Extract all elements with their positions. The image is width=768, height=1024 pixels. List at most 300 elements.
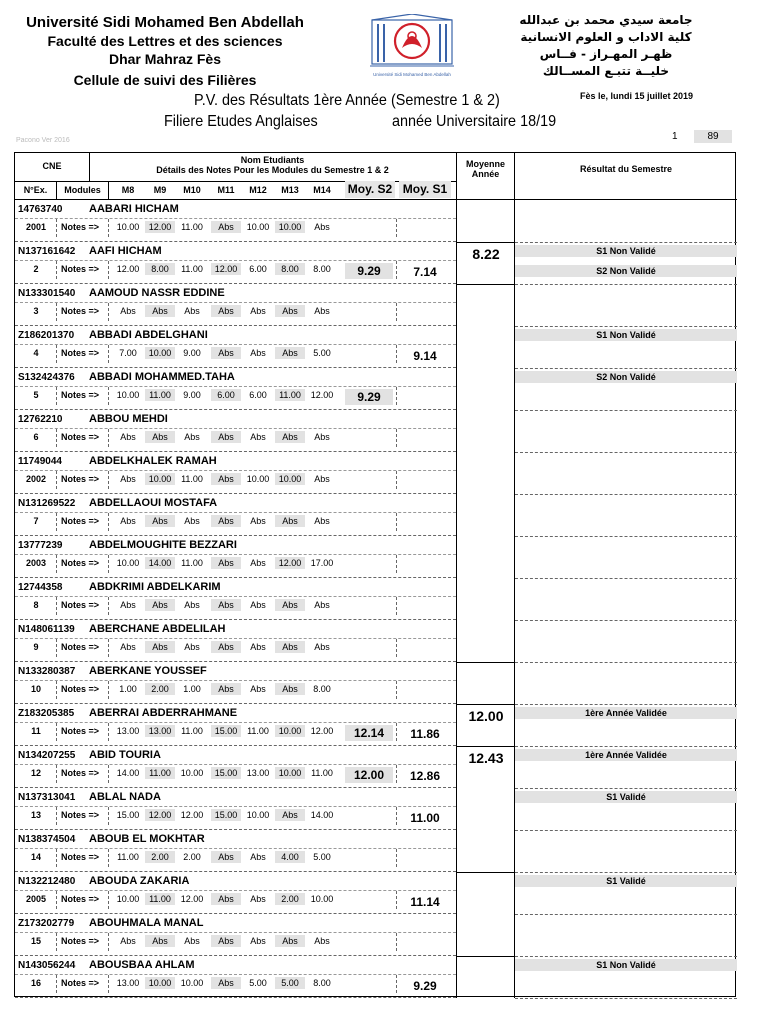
row-bottom-line — [15, 409, 456, 410]
cell-separator — [56, 555, 57, 573]
grade-m12: 10.00 — [246, 474, 270, 484]
student-cne: 12762210 — [18, 414, 63, 425]
student-cne: N134207255 — [18, 750, 76, 761]
university-header-ar — [506, 12, 706, 80]
grade-m9: 12.00 — [145, 809, 175, 821]
grade-m14: 10.00 — [310, 894, 334, 904]
grade-m12: Abs — [250, 348, 266, 358]
grade-m10: Abs — [184, 936, 200, 946]
grade-m14: 5.00 — [313, 852, 331, 862]
student-cne: N133301540 — [18, 288, 76, 299]
row-bottom-line — [15, 367, 456, 368]
student-record — [15, 789, 737, 831]
cell-separator — [396, 681, 397, 699]
student-name: ABDELLAOUI MOSTAFA — [89, 497, 218, 509]
grade-m8: Abs — [120, 600, 136, 610]
grade-m8: 10.00 — [116, 558, 140, 568]
student-record — [15, 495, 737, 537]
grade-m8: Abs — [120, 642, 136, 652]
cell-separator — [108, 723, 109, 741]
moy-s2-value — [345, 809, 393, 825]
result-badge: S1 Non Validé — [515, 329, 737, 341]
student-name: ABDKRIMI ABDELKARIM — [89, 581, 221, 593]
grade-m14: Abs — [314, 936, 330, 946]
result-badge: S2 Non Validé — [515, 371, 737, 383]
moy-s2-value — [345, 641, 393, 657]
grade-m11: 15.00 — [211, 767, 241, 779]
notes-label: Notes => — [61, 390, 100, 400]
moy-s1-value: 9.29 — [413, 979, 437, 993]
grade-m14: 8.00 — [313, 264, 331, 274]
row-divider — [15, 974, 456, 975]
row-divider — [15, 260, 456, 261]
cell-separator — [396, 639, 397, 657]
row-bottom-line — [15, 283, 456, 284]
exam-number: 15 — [30, 936, 41, 946]
faculty-name: Faculté des Lettres et des sciences — [47, 33, 283, 49]
grade-m11: Abs — [211, 977, 241, 989]
grade-m11: Abs — [211, 347, 241, 359]
exam-number: 9 — [33, 642, 39, 652]
grade-m11: Abs — [211, 431, 241, 443]
cell-separator — [108, 807, 109, 825]
grade-m13: 11.00 — [275, 389, 305, 401]
grade-m11: Abs — [211, 221, 241, 233]
notes-label: Notes => — [61, 726, 100, 736]
row-divider — [15, 428, 456, 429]
header-resultat: Résultat du Semestre — [579, 164, 673, 174]
grade-m8: 10.00 — [116, 390, 140, 400]
student-cne: N137313041 — [18, 792, 76, 803]
result-badge: S2 Non Validé — [515, 265, 737, 277]
moy-s1-value — [403, 558, 447, 574]
student-cne: Z183205385 — [18, 708, 75, 719]
grade-m12: 5.00 — [249, 978, 267, 988]
header-numex: N°Ex. — [23, 185, 48, 195]
cell-separator — [108, 429, 109, 447]
cell-separator — [108, 555, 109, 573]
grade-m14: Abs — [314, 474, 330, 484]
moy-s1-value — [403, 474, 447, 490]
header-module-m8: M8 — [121, 185, 135, 195]
grade-m14: 12.00 — [310, 726, 334, 736]
grade-m11: Abs — [211, 851, 241, 863]
cell-separator — [396, 723, 397, 741]
grade-m12: Abs — [250, 516, 266, 526]
cell-name: Cellule de suivi des Filières — [73, 72, 257, 88]
grade-m13: Abs — [275, 935, 305, 947]
grade-m11: 15.00 — [211, 809, 241, 821]
result-badge: S1 Non Validé — [515, 245, 737, 257]
cell-name-ar: خليــة تتبـع المســالك — [542, 64, 670, 78]
grade-m13: Abs — [275, 431, 305, 443]
student-cne: N138374504 — [18, 834, 76, 845]
cell-separator — [396, 303, 397, 321]
row-divider — [15, 512, 456, 513]
grade-m9: 14.00 — [145, 557, 175, 569]
moy-s2-value — [345, 221, 393, 237]
cell-separator — [396, 471, 397, 489]
result-badge: S1 Validé — [515, 875, 737, 887]
grade-m10: Abs — [184, 600, 200, 610]
row-divider — [15, 848, 456, 849]
header-module-m10: M10 — [183, 185, 201, 195]
student-record — [15, 285, 737, 327]
student-cne: N148061139 — [18, 624, 75, 635]
grade-m9: Abs — [145, 305, 175, 317]
header-sep-modules — [108, 181, 109, 199]
result-divider — [515, 578, 737, 579]
cell-separator — [108, 597, 109, 615]
moy-s2-value — [345, 935, 393, 951]
exam-number: 2001 — [25, 222, 47, 232]
row-bottom-line — [15, 577, 456, 578]
student-record — [15, 537, 737, 579]
student-cne: N133280387 — [18, 666, 76, 677]
grade-m14: Abs — [314, 222, 330, 232]
student-name: ABERKANE YOUSSEF — [89, 665, 207, 677]
grade-m14: 8.00 — [313, 684, 331, 694]
moy-s2-value: 9.29 — [345, 389, 393, 405]
grade-m12: Abs — [250, 852, 266, 862]
notes-label: Notes => — [61, 558, 100, 568]
grade-m14: Abs — [314, 516, 330, 526]
exam-number: 2003 — [25, 558, 47, 568]
student-name: ABDELMOUGHITE BEZZARI — [89, 539, 237, 551]
notes-label: Notes => — [61, 936, 100, 946]
result-divider — [515, 746, 737, 747]
result-divider — [515, 662, 737, 663]
notes-label: Notes => — [61, 600, 100, 610]
moyenne-box-line — [457, 956, 515, 957]
cell-separator — [396, 513, 397, 531]
campus-name-ar: ظهـر المهـراز - فــاس — [539, 47, 673, 61]
student-name: ABDELKHALEK RAMAH — [89, 455, 217, 467]
grade-m12: Abs — [250, 642, 266, 652]
student-name: ABOUHMALA MANAL — [89, 917, 204, 929]
student-cne: 13777239 — [18, 540, 63, 551]
row-bottom-line — [15, 955, 456, 956]
grade-m8: 15.00 — [116, 810, 140, 820]
academic-year: année Universitaire 18/19 — [392, 113, 557, 130]
row-divider — [15, 932, 456, 933]
header-module-m11: M11 — [217, 185, 235, 195]
grade-m8: 13.00 — [116, 726, 140, 736]
student-name: ABLAL NADA — [89, 791, 161, 803]
page-title: P.V. des Résultats 1ère Année (Semestre 1 & 2) — [194, 92, 500, 109]
cell-separator — [56, 639, 57, 657]
grade-m13: Abs — [275, 683, 305, 695]
exam-number: 5 — [33, 390, 39, 400]
row-divider — [15, 344, 456, 345]
student-record — [15, 243, 737, 285]
cell-separator — [108, 219, 109, 237]
grade-m11: Abs — [211, 641, 241, 653]
cell-separator — [396, 219, 397, 237]
grade-m10: 10.00 — [180, 768, 204, 778]
grade-m10: 11.00 — [181, 474, 203, 484]
student-record — [15, 957, 737, 999]
moy-s2-value — [345, 431, 393, 447]
grade-m11: Abs — [211, 515, 241, 527]
cell-separator — [108, 303, 109, 321]
grade-m8: Abs — [120, 936, 136, 946]
row-bottom-line — [15, 703, 456, 704]
cell-separator — [56, 723, 57, 741]
grade-m10: Abs — [184, 432, 200, 442]
row-bottom-line — [15, 997, 456, 998]
cell-separator — [56, 807, 57, 825]
cell-separator — [108, 261, 109, 279]
moy-s1-value: 9.14 — [413, 349, 437, 363]
notes-label: Notes => — [61, 474, 100, 484]
exam-number: 3 — [33, 306, 39, 316]
header-nom: Nom Etudiants — [240, 155, 305, 165]
moy-s1-value — [403, 432, 447, 448]
row-bottom-line — [15, 493, 456, 494]
grade-m8: Abs — [120, 516, 136, 526]
grade-m11: Abs — [211, 683, 241, 695]
result-divider — [515, 410, 737, 411]
grade-m10: 11.00 — [181, 558, 203, 568]
row-divider — [15, 764, 456, 765]
moy-s2-value: 9.29 — [345, 263, 393, 279]
grade-m9: Abs — [145, 599, 175, 611]
cell-separator — [396, 597, 397, 615]
grade-m13: 10.00 — [275, 725, 305, 737]
student-record — [15, 453, 737, 495]
header-details: Détails des Notes Pour les Modules du Semestre 1 & 2 — [156, 165, 389, 175]
result-divider — [515, 998, 737, 999]
row-divider — [15, 218, 456, 219]
campus-name: Dhar Mahraz Fès — [108, 51, 222, 67]
student-record — [15, 831, 737, 873]
grade-m8: 1.00 — [119, 684, 137, 694]
cell-separator — [56, 933, 57, 951]
results-table — [14, 152, 736, 997]
student-record — [15, 747, 737, 789]
student-cne: 12744358 — [18, 582, 63, 593]
annual-average: 12.43 — [468, 750, 504, 766]
grade-m9: 13.00 — [145, 725, 175, 737]
row-divider — [15, 596, 456, 597]
student-name: ABBADI MOHAMMED.TAHA — [89, 371, 235, 383]
moyenne-box-line — [457, 704, 515, 705]
grade-m14: Abs — [314, 642, 330, 652]
moy-s2-value — [345, 347, 393, 363]
grade-m11: 12.00 — [211, 263, 241, 275]
cell-separator — [396, 261, 397, 279]
student-name: ABID TOURIA — [89, 749, 161, 761]
cell-separator — [108, 345, 109, 363]
exam-number: 2 — [33, 264, 39, 274]
moy-s2-value — [345, 893, 393, 909]
moy-s1-value — [403, 852, 447, 868]
cell-separator — [56, 261, 57, 279]
student-cne: N131269522 — [18, 498, 76, 509]
cell-separator — [56, 219, 57, 237]
cell-separator — [108, 639, 109, 657]
result-badge: S1 Non Validé — [515, 959, 737, 971]
cell-separator — [396, 429, 397, 447]
student-record — [15, 873, 737, 915]
grade-m8: 10.00 — [116, 222, 140, 232]
moy-s2-value — [345, 683, 393, 699]
moy-s2-value — [345, 557, 393, 573]
page-number: 1 — [672, 131, 678, 142]
result-divider — [515, 284, 737, 285]
grade-m10: 9.00 — [183, 390, 201, 400]
grade-m10: 1.00 — [183, 684, 201, 694]
exam-number: 6 — [33, 432, 39, 442]
row-divider — [15, 890, 456, 891]
cell-separator — [56, 849, 57, 867]
grade-m14: Abs — [314, 432, 330, 442]
row-bottom-line — [15, 787, 456, 788]
grade-m10: 12.00 — [180, 894, 204, 904]
cell-separator — [56, 513, 57, 531]
cell-separator — [396, 765, 397, 783]
exam-number: 14 — [30, 852, 41, 862]
grade-m13: Abs — [275, 599, 305, 611]
result-divider — [515, 242, 737, 243]
student-record — [15, 915, 737, 957]
moy-s2-value — [345, 851, 393, 867]
page-count: 89 — [694, 130, 732, 143]
student-cne: N143056244 — [18, 960, 76, 971]
student-record — [15, 621, 737, 663]
result-badge: 1ère Année Validée — [515, 749, 737, 761]
cell-separator — [108, 975, 109, 993]
grade-m8: 11.00 — [117, 852, 139, 862]
cell-separator — [108, 765, 109, 783]
exam-number: 2005 — [25, 894, 47, 904]
grade-m13: 10.00 — [275, 221, 305, 233]
moyenne-box-line — [457, 662, 515, 663]
moy-s2-value — [345, 599, 393, 615]
grade-m8: 7.00 — [119, 348, 137, 358]
grade-m12: Abs — [250, 432, 266, 442]
notes-label: Notes => — [61, 852, 100, 862]
result-divider — [515, 872, 737, 873]
grade-m9: Abs — [145, 641, 175, 653]
student-name: AAMOUD NASSR EDDINE — [89, 287, 225, 299]
student-record — [15, 663, 737, 705]
university-name: Université Sidi Mohamed Ben Abdellah — [26, 14, 304, 31]
grade-m14: Abs — [314, 600, 330, 610]
header-module-m9: M9 — [153, 185, 167, 195]
notes-label: Notes => — [61, 306, 100, 316]
row-divider — [15, 638, 456, 639]
result-divider — [515, 536, 737, 537]
notes-label: Notes => — [61, 894, 100, 904]
student-cne: N137161642 — [18, 246, 76, 257]
grade-m13: Abs — [275, 305, 305, 317]
version-label: Pacono Ver 2016 — [16, 137, 70, 144]
row-bottom-line — [15, 619, 456, 620]
result-divider — [515, 452, 737, 453]
moy-s1-value — [403, 642, 447, 658]
moy-s1-value — [403, 516, 447, 532]
moy-s1-value — [403, 936, 447, 952]
moy-s1-value — [403, 390, 447, 406]
student-name: ABERCHANE ABDELILAH — [89, 623, 226, 635]
notes-label: Notes => — [61, 684, 100, 694]
notes-label: Notes => — [61, 348, 100, 358]
cell-separator — [396, 345, 397, 363]
grade-m8: 12.00 — [116, 264, 140, 274]
grade-m14: Abs — [314, 306, 330, 316]
student-record — [15, 411, 737, 453]
grade-m10: 9.00 — [183, 348, 201, 358]
cell-separator — [396, 933, 397, 951]
grade-m9: Abs — [145, 515, 175, 527]
row-bottom-line — [15, 535, 456, 536]
grade-m12: 6.00 — [249, 390, 267, 400]
grade-m12: 13.00 — [246, 768, 270, 778]
header-moy-s1: Moy. S1 — [399, 181, 451, 198]
grade-m8: 13.00 — [116, 978, 140, 988]
cell-separator — [56, 681, 57, 699]
grade-m12: Abs — [250, 684, 266, 694]
grade-m9: 2.00 — [145, 683, 175, 695]
notes-label: Notes => — [61, 810, 100, 820]
notes-label: Notes => — [61, 222, 100, 232]
grade-m13: 10.00 — [275, 473, 305, 485]
grade-m13: 5.00 — [275, 977, 305, 989]
cell-separator — [56, 429, 57, 447]
cell-separator — [396, 891, 397, 909]
grade-m12: Abs — [250, 558, 266, 568]
grade-m8: 14.00 — [116, 768, 140, 778]
moy-s1-value — [403, 222, 447, 238]
cell-separator — [396, 555, 397, 573]
row-divider — [15, 386, 456, 387]
student-name: ABERRAI ABDERRAHMANE — [89, 707, 238, 719]
row-divider — [15, 302, 456, 303]
header-cne: CNE — [42, 161, 62, 171]
grade-m10: 11.00 — [181, 264, 203, 274]
exam-number: 16 — [30, 978, 41, 988]
logo-caption: Université Sidi Mohamed Ben Abdellah — [373, 72, 451, 77]
row-bottom-line — [15, 829, 456, 830]
grade-m13: 4.00 — [275, 851, 305, 863]
student-cne: S132424376 — [18, 372, 75, 383]
row-divider — [15, 806, 456, 807]
moyenne-box-line — [457, 242, 515, 243]
grade-m13: 10.00 — [275, 767, 305, 779]
cell-separator — [108, 933, 109, 951]
grade-m9: 8.00 — [145, 263, 175, 275]
header-module-m14: M14 — [313, 185, 331, 195]
grade-m11: Abs — [211, 935, 241, 947]
row-bottom-line — [15, 325, 456, 326]
cell-separator — [396, 807, 397, 825]
grade-m13: Abs — [275, 809, 305, 821]
grade-m8: Abs — [120, 474, 136, 484]
grade-m13: 8.00 — [275, 263, 305, 275]
grade-m11: Abs — [211, 557, 241, 569]
moy-s1-value: 7.14 — [413, 265, 437, 279]
student-name: ABOUDA ZAKARIA — [89, 875, 190, 887]
cell-separator — [108, 681, 109, 699]
student-name: ABBOU MEHDI — [89, 413, 168, 425]
grade-m9: 10.00 — [145, 347, 175, 359]
moy-s1-value — [403, 306, 447, 322]
notes-label: Notes => — [61, 264, 100, 274]
result-divider — [515, 620, 737, 621]
cell-separator — [56, 345, 57, 363]
